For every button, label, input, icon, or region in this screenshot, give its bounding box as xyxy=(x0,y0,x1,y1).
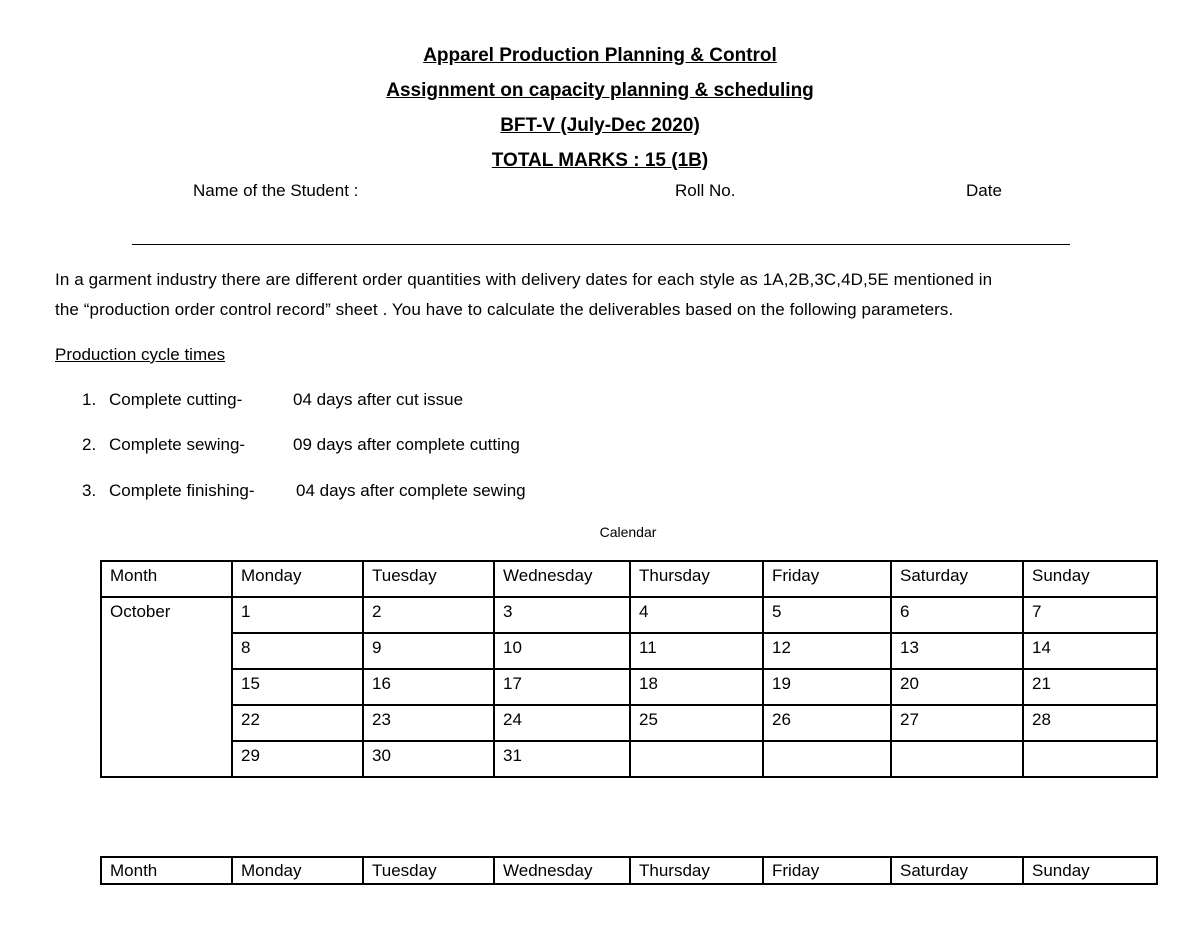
day-cell: 16 xyxy=(363,669,494,705)
header-cell-sunday: Sunday xyxy=(1023,561,1157,597)
header-cell-friday: Friday xyxy=(763,857,891,884)
calendar-week-row xyxy=(101,669,1157,705)
day-cell: 22 xyxy=(232,705,363,741)
course-title: BFT-V (July-Dec 2020) xyxy=(500,115,700,136)
day-cell: 29 xyxy=(232,741,363,777)
calendar-caption: Calendar xyxy=(599,524,657,540)
day-cell: 26 xyxy=(763,705,891,741)
header-cell-tuesday: Tuesday xyxy=(363,857,494,884)
day-cell: 9 xyxy=(363,633,494,669)
calendar-week-row xyxy=(101,705,1157,741)
header-cell-wednesday: Wednesday xyxy=(494,857,630,884)
october-calendar-table xyxy=(100,560,1158,778)
day-cell: 25 xyxy=(630,705,763,741)
step-label: Complete finishing- xyxy=(109,481,255,500)
student-name-label: Name of the Student : xyxy=(193,181,359,200)
month-cell-empty xyxy=(101,633,232,669)
day-cell: 4 xyxy=(630,597,763,633)
day-cell: 27 xyxy=(891,705,1023,741)
day-cell: 20 xyxy=(891,669,1023,705)
doc-title: Apparel Production Planning & Control xyxy=(423,45,777,66)
total-marks: TOTAL MARKS : 15 (1B) xyxy=(491,150,709,171)
day-cell xyxy=(891,741,1023,777)
day-cell: 17 xyxy=(494,669,630,705)
day-cell: 21 xyxy=(1023,669,1157,705)
day-cell xyxy=(1023,741,1157,777)
header-cell-sunday: Sunday xyxy=(1023,857,1157,884)
day-cell: 11 xyxy=(630,633,763,669)
header-cell-month: Month xyxy=(101,857,232,884)
day-cell: 2 xyxy=(363,597,494,633)
day-cell: 1 xyxy=(232,597,363,633)
day-cell: 31 xyxy=(494,741,630,777)
step-value: 04 days after cut issue xyxy=(293,390,464,409)
day-cell: 7 xyxy=(1023,597,1157,633)
day-cell: 5 xyxy=(763,597,891,633)
step-number: 3. xyxy=(82,481,97,500)
header-cell-monday: Monday xyxy=(232,857,363,884)
step-label: Complete cutting- xyxy=(109,390,243,409)
step-number: 2. xyxy=(82,435,97,454)
month-cell-empty xyxy=(101,705,232,741)
calendar-week-row xyxy=(101,597,1157,633)
header-cell-month: Month xyxy=(101,561,232,597)
calendar-week-row xyxy=(101,741,1157,777)
step-number: 1. xyxy=(82,390,97,409)
header-cell-saturday: Saturday xyxy=(891,857,1023,884)
day-cell: 8 xyxy=(232,633,363,669)
day-cell xyxy=(763,741,891,777)
day-cell: 10 xyxy=(494,633,630,669)
step-value: 04 days after complete sewing xyxy=(296,481,526,500)
intro-line-1: In a garment industry there are different order quantities with delivery dates for each style as 1A,2B,3C,4D,5E mentioned in xyxy=(55,270,993,289)
step-value: 09 days after complete cutting xyxy=(293,435,520,454)
day-cell: 6 xyxy=(891,597,1023,633)
calendar-week-row xyxy=(101,633,1157,669)
roll-number-label: Roll No. xyxy=(675,181,736,200)
separator-line xyxy=(132,244,1070,245)
header-cell-thursday: Thursday xyxy=(630,561,763,597)
day-cell xyxy=(630,741,763,777)
month-cell-empty xyxy=(101,669,232,705)
header-cell-wednesday: Wednesday xyxy=(494,561,630,597)
day-cell: 23 xyxy=(363,705,494,741)
assignment-title: Assignment on capacity planning & scheduling xyxy=(386,80,814,101)
header-cell-thursday: Thursday xyxy=(630,857,763,884)
day-cell: 18 xyxy=(630,669,763,705)
day-cell: 15 xyxy=(232,669,363,705)
day-cell: 19 xyxy=(763,669,891,705)
header-cell-monday: Monday xyxy=(232,561,363,597)
day-cell: 24 xyxy=(494,705,630,741)
next-month-calendar-table xyxy=(100,856,1158,885)
month-cell-empty xyxy=(101,741,232,777)
month-cell: October xyxy=(101,597,232,633)
day-cell: 12 xyxy=(763,633,891,669)
step-label: Complete sewing- xyxy=(109,435,246,454)
date-label: Date xyxy=(966,181,1002,200)
header-cell-tuesday: Tuesday xyxy=(363,561,494,597)
cycle-heading: Production cycle times xyxy=(55,345,226,364)
calendar2-header-row xyxy=(101,857,1157,884)
day-cell: 13 xyxy=(891,633,1023,669)
day-cell: 14 xyxy=(1023,633,1157,669)
day-cell: 30 xyxy=(363,741,494,777)
intro-line-2: the “production order control record” sheet . You have to calculate the deliverables based on the following parameters. xyxy=(55,300,954,319)
calendar-header-row xyxy=(101,561,1157,597)
header-cell-saturday: Saturday xyxy=(891,561,1023,597)
day-cell: 28 xyxy=(1023,705,1157,741)
day-cell: 3 xyxy=(494,597,630,633)
header-cell-friday: Friday xyxy=(763,561,891,597)
